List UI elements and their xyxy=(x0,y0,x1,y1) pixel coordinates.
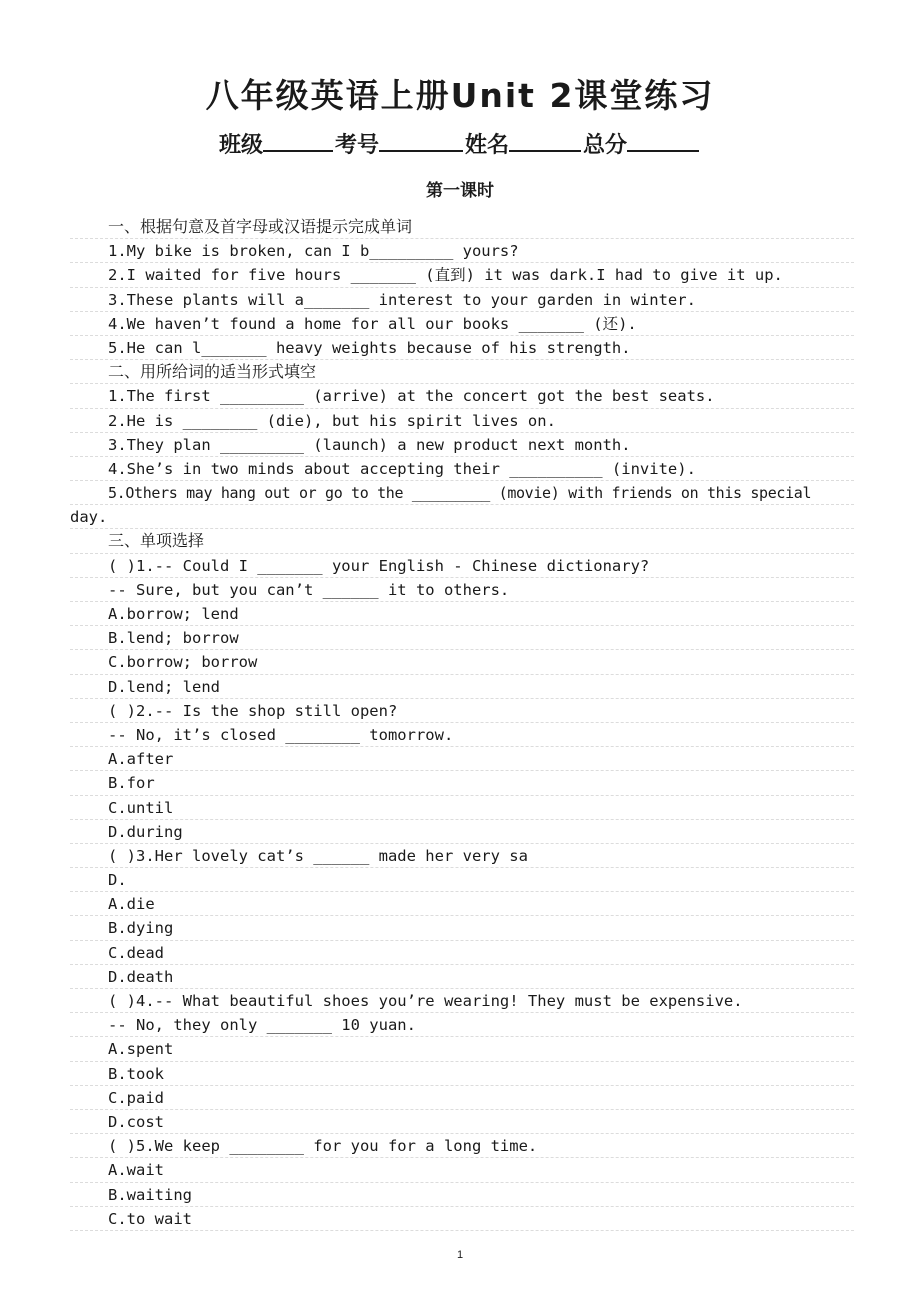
exercise-content xyxy=(70,215,854,1231)
class-blank[interactable] xyxy=(263,126,333,152)
option-a: A.die xyxy=(70,892,854,916)
exercise-item: 5.Others may hang out or go to the _________ (movie) with friends on this special xyxy=(70,481,854,505)
exercise-item: 4.She’s in two minds about accepting their __________ (invite). xyxy=(70,457,854,481)
section-heading: 一、根据句意及首字母或汉语提示完成单词 xyxy=(70,215,854,239)
question-stem: ( )3.Her lovely cat’s ______ made her very sa xyxy=(70,844,854,868)
option-a: A.borrow; lend xyxy=(70,602,854,626)
option-b: B.lend; borrow xyxy=(70,626,854,650)
option-d: D.lend; lend xyxy=(70,675,854,699)
option-b: B.dying xyxy=(70,916,854,940)
exercise-item: 2.He is ________ (die), but his spirit lives on. xyxy=(70,409,854,433)
option-b: B.waiting xyxy=(70,1183,854,1207)
section-heading: 二、用所给词的适当形式填空 xyxy=(70,360,854,384)
class-label: 班级 xyxy=(218,133,263,158)
exercise-item: 1.The first _________ (arrive) at the concert got the best seats. xyxy=(70,384,854,408)
score-blank[interactable] xyxy=(627,126,699,152)
page-number: 1 xyxy=(456,1249,464,1261)
option-a: A.wait xyxy=(70,1158,854,1182)
exercise-item: 5.He can l_______ heavy weights because of his strength. xyxy=(70,336,854,360)
page-title: 八年级英语上册Unit 2课堂练习 xyxy=(205,76,715,115)
option-c: C.borrow; borrow xyxy=(70,650,854,674)
option-c: C.paid xyxy=(70,1086,854,1110)
option-d: D.cost xyxy=(70,1110,854,1134)
exercise-item: 2.I waited for five hours _______ (直到) it was dark.I had to give it up. xyxy=(70,263,854,287)
question-stem: ( )5.We keep ________ for you for a long time. xyxy=(70,1134,854,1158)
question-stem: ( )4.-- What beautiful shoes you’re wearing! They must be expensive. xyxy=(70,989,854,1013)
option-b: B.took xyxy=(70,1062,854,1086)
question-reply: -- No, it’s closed ________ tomorrow. xyxy=(70,723,854,747)
exercise-item: 1.My bike is broken, can I b_________ yours? xyxy=(70,239,854,263)
exercise-item: 3.These plants will a_______ interest to your garden in winter. xyxy=(70,288,854,312)
exercise-item: 3.They plan _________ (launch) a new product next month. xyxy=(70,433,854,457)
option-d: D.death xyxy=(70,965,854,989)
question-reply: -- Sure, but you can’t ______ it to others. xyxy=(70,578,854,602)
exercise-item-continued: day. xyxy=(70,505,854,529)
option-a: A.after xyxy=(70,747,854,771)
question-reply: -- No, they only _______ 10 yuan. xyxy=(70,1013,854,1037)
option-c: C.to wait xyxy=(70,1207,854,1231)
student-info-row xyxy=(0,126,920,163)
question-stem-continued: D. xyxy=(70,868,854,892)
option-d: D.during xyxy=(70,820,854,844)
exam-no-label: 考号 xyxy=(334,133,379,158)
option-b: B.for xyxy=(70,771,854,795)
option-c: C.dead xyxy=(70,941,854,965)
name-blank[interactable] xyxy=(509,126,581,152)
lesson-heading: 第一课时 xyxy=(426,181,494,201)
question-stem: ( )2.-- Is the shop still open? xyxy=(70,699,854,723)
name-label: 姓名 xyxy=(465,133,510,158)
exam-no-blank[interactable] xyxy=(379,126,463,152)
option-c: C.until xyxy=(70,796,854,820)
score-label: 总分 xyxy=(583,133,628,158)
section-heading: 三、单项选择 xyxy=(70,529,854,553)
question-stem: ( )1.-- Could I _______ your English - Chinese dictionary? xyxy=(70,554,854,578)
option-a: A.spent xyxy=(70,1037,854,1061)
exercise-item: 4.We haven’t found a home for all our books _______ (还). xyxy=(70,312,854,336)
